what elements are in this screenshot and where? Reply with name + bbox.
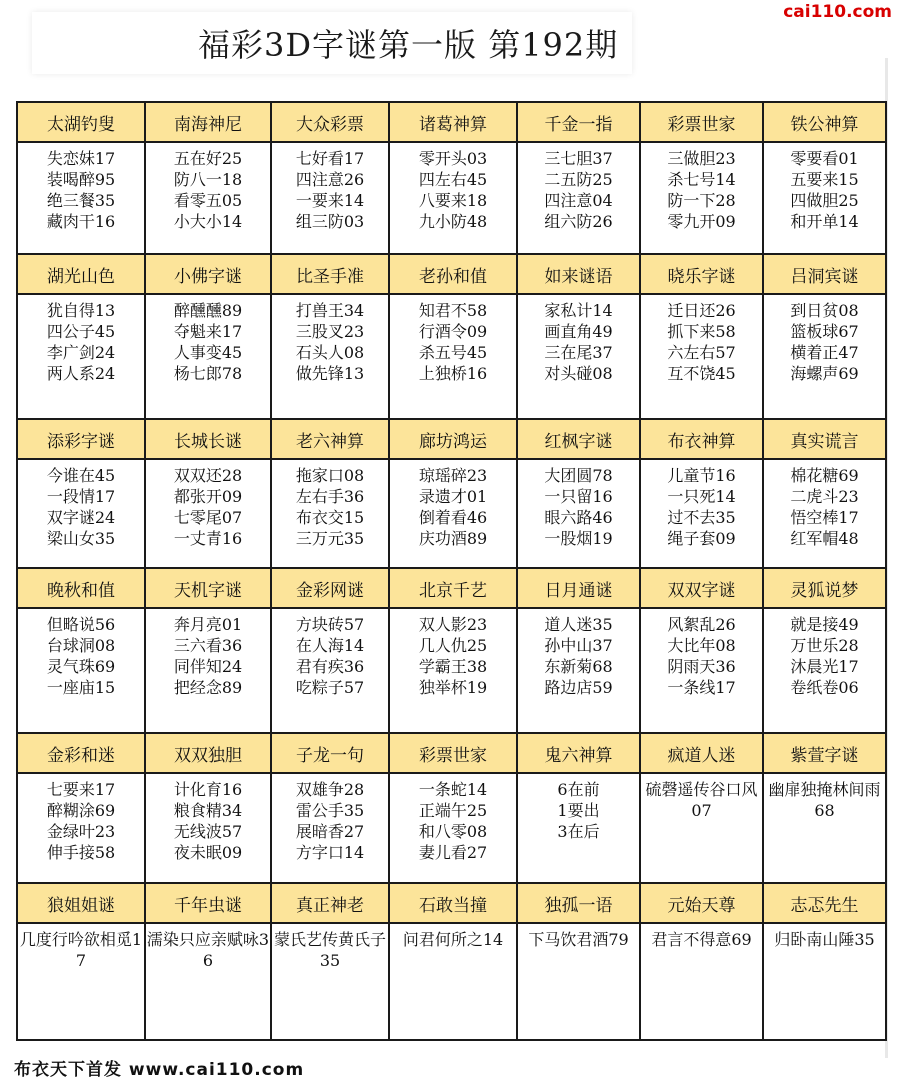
riddle-line: 迁日还26 xyxy=(667,301,736,320)
riddle-line: 小大小14 xyxy=(173,212,243,231)
riddle-line: 一段情17 xyxy=(46,487,116,506)
riddle-cell xyxy=(271,459,389,568)
riddle-line: 把经念89 xyxy=(173,678,243,697)
riddle-line: 杀五号45 xyxy=(418,343,488,362)
body-row xyxy=(17,294,886,419)
riddle-line: 万世乐28 xyxy=(790,636,859,655)
riddle-cell xyxy=(763,459,886,568)
column-header: 南海神尼 xyxy=(145,102,271,142)
riddle-cell xyxy=(17,459,145,568)
riddle-cell xyxy=(763,142,886,254)
riddle-line: 计化育16 xyxy=(173,780,243,799)
column-header: 狼姐姐谜 xyxy=(17,883,145,923)
riddle-line: 打兽王34 xyxy=(295,301,365,320)
header-row xyxy=(17,419,886,459)
riddle-table xyxy=(16,101,887,1041)
riddle-line: 三六看36 xyxy=(173,636,243,655)
column-header: 彩票世家 xyxy=(389,733,517,773)
site-logo[interactable]: cai110.com xyxy=(783,2,892,22)
riddle-line: 一只死14 xyxy=(667,487,736,506)
riddle-line: 问君何所之14 xyxy=(402,930,504,949)
column-header: 太湖钓叟 xyxy=(17,102,145,142)
riddle-line: 犹自得13 xyxy=(46,301,116,320)
riddle-line: 篮板球67 xyxy=(790,322,859,341)
riddle-cell xyxy=(145,294,271,419)
body-row xyxy=(17,459,886,568)
riddle-line: 沐晨光17 xyxy=(790,657,859,676)
riddle-cell xyxy=(763,773,886,883)
riddle-line: 左右手36 xyxy=(295,487,365,506)
riddle-line: 一条线17 xyxy=(667,678,736,697)
riddle-line: 拖家口08 xyxy=(295,466,365,485)
riddle-line: 四注意26 xyxy=(295,170,365,189)
riddle-line: 组三防03 xyxy=(295,212,365,231)
riddle-line: 就是接49 xyxy=(790,615,859,634)
riddle-line: 东新菊68 xyxy=(544,657,613,676)
riddle-line: 吃粽子57 xyxy=(295,678,365,697)
column-header: 添彩字谜 xyxy=(17,419,145,459)
riddle-line: 九小防48 xyxy=(418,212,488,231)
riddle-line: 一条蛇14 xyxy=(418,780,488,799)
riddle-line: 硫磬遥传谷口风07 xyxy=(645,780,758,820)
column-header: 金彩和迷 xyxy=(17,733,145,773)
riddle-line: 互不饶45 xyxy=(667,364,736,383)
column-header: 湖光山色 xyxy=(17,254,145,294)
riddle-cell xyxy=(517,773,640,883)
riddle-cell xyxy=(640,773,763,883)
riddle-line: 醉糊涂69 xyxy=(46,801,116,820)
riddle-line: 几人仇25 xyxy=(418,636,488,655)
riddle-cell xyxy=(517,142,640,254)
column-header: 元始天尊 xyxy=(640,883,763,923)
riddle-line: 独举杯19 xyxy=(418,678,488,697)
riddle-line: 君言不得意69 xyxy=(651,930,752,949)
header-row xyxy=(17,883,886,923)
riddle-line: 方块砖57 xyxy=(295,615,365,634)
column-header: 真正神老 xyxy=(271,883,389,923)
riddle-line: 四注意04 xyxy=(544,191,613,210)
riddle-line: 七好看17 xyxy=(295,149,365,168)
riddle-line: 行酒令09 xyxy=(418,322,488,341)
riddle-cell xyxy=(389,608,517,733)
riddle-line: 灵气珠69 xyxy=(46,657,116,676)
riddle-cell xyxy=(145,608,271,733)
body-row xyxy=(17,773,886,883)
riddle-line: 防一下28 xyxy=(667,191,736,210)
column-header: 晚秋和值 xyxy=(17,568,145,608)
riddle-line: 三股叉23 xyxy=(295,322,365,341)
riddle-line: 李广剑24 xyxy=(46,343,116,362)
column-header: 铁公神算 xyxy=(763,102,886,142)
header-row xyxy=(17,254,886,294)
riddle-line: 零开头03 xyxy=(418,149,488,168)
column-header: 独孤一语 xyxy=(517,883,640,923)
riddle-line: 6在前 xyxy=(557,780,600,799)
riddle-line: 七零尾07 xyxy=(173,508,243,527)
riddle-line: 装喝醉95 xyxy=(46,170,116,189)
riddle-line: 横着正47 xyxy=(790,343,859,362)
riddle-line: 风絮乱26 xyxy=(667,615,736,634)
riddle-line: 孙中山37 xyxy=(544,636,613,655)
riddle-cell xyxy=(517,608,640,733)
riddle-cell xyxy=(389,773,517,883)
riddle-cell xyxy=(763,608,886,733)
riddle-line: 台球洞08 xyxy=(46,636,116,655)
column-header: 吕洞宾谜 xyxy=(763,254,886,294)
riddle-line: 人事变45 xyxy=(173,343,243,362)
riddle-line: 四公子45 xyxy=(46,322,116,341)
riddle-line: 奔月亮01 xyxy=(173,615,243,634)
riddle-cell xyxy=(640,294,763,419)
column-header: 诸葛神算 xyxy=(389,102,517,142)
riddle-line: 零要看01 xyxy=(790,149,859,168)
riddle-line: 到日贫08 xyxy=(790,301,859,320)
riddle-line: 几度行吟欲相觅17 xyxy=(19,930,143,970)
column-header: 长城长谜 xyxy=(145,419,271,459)
riddle-line: 知君不58 xyxy=(418,301,488,320)
riddle-line: 正端午25 xyxy=(418,801,488,820)
riddle-line: 今谁在45 xyxy=(46,466,116,485)
riddle-line: 濡染只应亲赋咏36 xyxy=(146,930,270,970)
riddle-line: 无线波57 xyxy=(173,822,243,841)
riddle-cell xyxy=(763,923,886,1040)
riddle-line: 上独桥16 xyxy=(418,364,488,383)
column-header: 日月通谜 xyxy=(517,568,640,608)
column-header: 布衣神算 xyxy=(640,419,763,459)
column-header: 如来谜语 xyxy=(517,254,640,294)
riddle-line: 粮食精34 xyxy=(173,801,243,820)
riddle-line: 归卧南山陲35 xyxy=(774,930,875,949)
riddle-line: 1要出 xyxy=(557,801,600,820)
riddle-line: 3在后 xyxy=(557,822,600,841)
riddle-cell xyxy=(17,923,145,1040)
riddle-line: 双雄争28 xyxy=(295,780,365,799)
riddle-cell xyxy=(271,773,389,883)
riddle-line: 梁山女35 xyxy=(46,529,116,548)
riddle-line: 一座庙15 xyxy=(46,678,116,697)
riddle-line: 杀七号14 xyxy=(667,170,736,189)
header-row xyxy=(17,568,886,608)
riddle-line: 路边店59 xyxy=(544,678,613,697)
riddle-line: 二五防25 xyxy=(544,170,613,189)
riddle-line: 过不去35 xyxy=(667,508,736,527)
riddle-line: 雷公手35 xyxy=(295,801,365,820)
riddle-cell xyxy=(271,608,389,733)
riddle-cell xyxy=(517,294,640,419)
riddle-line: 三在尾37 xyxy=(544,343,613,362)
riddle-cell xyxy=(389,923,517,1040)
riddle-line: 眼六路46 xyxy=(544,508,613,527)
riddle-line: 一要来14 xyxy=(295,191,365,210)
riddle-line: 海螺声69 xyxy=(790,364,859,383)
riddle-line: 四左右45 xyxy=(418,170,488,189)
riddle-line: 组六防26 xyxy=(544,212,613,231)
column-header: 老孙和值 xyxy=(389,254,517,294)
column-header: 灵狐说梦 xyxy=(763,568,886,608)
riddle-line: 五要来15 xyxy=(790,170,859,189)
riddle-cell xyxy=(145,923,271,1040)
riddle-line: 棉花糖69 xyxy=(790,466,859,485)
riddle-line: 幽扉独掩林间雨68 xyxy=(768,780,881,820)
riddle-line: 三七胆37 xyxy=(544,149,613,168)
body-row xyxy=(17,142,886,254)
column-header: 千年虫谜 xyxy=(145,883,271,923)
riddle-cell xyxy=(640,142,763,254)
riddle-line: 都张开09 xyxy=(173,487,243,506)
riddle-cell xyxy=(517,923,640,1040)
riddle-line: 两人系24 xyxy=(46,364,116,383)
riddle-cell xyxy=(640,923,763,1040)
column-header: 子龙一句 xyxy=(271,733,389,773)
riddle-line: 君有疾36 xyxy=(295,657,365,676)
riddle-line: 同伴知24 xyxy=(173,657,243,676)
riddle-line: 布衣交15 xyxy=(295,508,365,527)
riddle-line: 和八零08 xyxy=(418,822,488,841)
riddle-line: 双双还28 xyxy=(173,466,243,485)
column-header: 彩票世家 xyxy=(640,102,763,142)
riddle-line: 夜未眠09 xyxy=(173,843,243,862)
riddle-line: 五在好25 xyxy=(173,149,243,168)
riddle-line: 阴雨天36 xyxy=(667,657,736,676)
column-header: 双双独胆 xyxy=(145,733,271,773)
riddle-line: 画直角49 xyxy=(544,322,613,341)
riddle-line: 悟空棒17 xyxy=(790,508,859,527)
riddle-line: 醉醺醺89 xyxy=(173,301,243,320)
header-row xyxy=(17,733,886,773)
riddle-line: 学霸王38 xyxy=(418,657,488,676)
riddle-line: 三做胆23 xyxy=(667,149,736,168)
riddle-cell xyxy=(271,923,389,1040)
riddle-line: 和开单14 xyxy=(790,212,859,231)
riddle-line: 双人影23 xyxy=(418,615,488,634)
riddle-cell xyxy=(17,773,145,883)
riddle-line: 倒着看46 xyxy=(418,508,488,527)
body-row xyxy=(17,608,886,733)
column-header: 天机字谜 xyxy=(145,568,271,608)
column-header: 志忑先生 xyxy=(763,883,886,923)
riddle-line: 伸手接58 xyxy=(46,843,116,862)
riddle-line: 展暗香27 xyxy=(295,822,365,841)
riddle-cell xyxy=(517,459,640,568)
riddle-line: 在人海14 xyxy=(295,636,365,655)
riddle-line: 卷纸卷06 xyxy=(790,678,859,697)
riddle-cell xyxy=(389,459,517,568)
column-header: 老六神算 xyxy=(271,419,389,459)
column-header: 大众彩票 xyxy=(271,102,389,142)
riddle-cell xyxy=(640,608,763,733)
riddle-line: 蒙氏艺传黄氏子35 xyxy=(273,930,386,970)
riddle-line: 家私计14 xyxy=(544,301,613,320)
column-header: 疯道人迷 xyxy=(640,733,763,773)
column-header: 双双字谜 xyxy=(640,568,763,608)
riddle-line: 但略说56 xyxy=(46,615,116,634)
column-header: 小佛字谜 xyxy=(145,254,271,294)
riddle-line: 石头人08 xyxy=(295,343,365,362)
footer-credit: 布衣天下首发 www.cai110.com xyxy=(14,1060,305,1080)
riddle-line: 八要来18 xyxy=(418,191,488,210)
riddle-line: 绳子套09 xyxy=(667,529,736,548)
header-row xyxy=(17,102,886,142)
column-header: 红枫字谜 xyxy=(517,419,640,459)
riddle-cell xyxy=(145,773,271,883)
riddle-line: 绝三餐35 xyxy=(46,191,116,210)
riddle-line: 一只留16 xyxy=(544,487,613,506)
riddle-line: 一丈青16 xyxy=(173,529,243,548)
column-header: 石敢当撞 xyxy=(389,883,517,923)
riddle-line: 抓下来58 xyxy=(667,322,736,341)
riddle-line: 妻儿看27 xyxy=(418,843,488,862)
riddle-line: 道人迷35 xyxy=(544,615,613,634)
riddle-line: 下马饮君酒79 xyxy=(528,930,629,949)
riddle-cell xyxy=(271,142,389,254)
column-header: 金彩网谜 xyxy=(271,568,389,608)
riddle-line: 大团圆78 xyxy=(544,466,613,485)
riddle-line: 杨七郎78 xyxy=(173,364,243,383)
column-header: 鬼六神算 xyxy=(517,733,640,773)
riddle-line: 失恋妹17 xyxy=(46,149,116,168)
riddle-cell xyxy=(17,608,145,733)
riddle-line: 对头碰08 xyxy=(544,364,613,383)
riddle-line: 二虎斗23 xyxy=(790,487,859,506)
riddle-cell xyxy=(17,294,145,419)
riddle-cell xyxy=(145,142,271,254)
riddle-line: 方字口14 xyxy=(295,843,365,862)
riddle-line: 夺魁来17 xyxy=(173,322,243,341)
riddle-line: 金绿叶23 xyxy=(46,822,116,841)
riddle-line: 一股烟19 xyxy=(544,529,613,548)
column-header: 北京千艺 xyxy=(389,568,517,608)
riddle-cell xyxy=(271,294,389,419)
riddle-line: 做先锋13 xyxy=(295,364,365,383)
column-header: 比圣手准 xyxy=(271,254,389,294)
riddle-line: 六左右57 xyxy=(667,343,736,362)
column-header: 千金一指 xyxy=(517,102,640,142)
riddle-cell xyxy=(389,294,517,419)
riddle-line: 看零五05 xyxy=(173,191,243,210)
riddle-line: 三万元35 xyxy=(295,529,365,548)
column-header: 廊坊鸿运 xyxy=(389,419,517,459)
riddle-cell xyxy=(145,459,271,568)
body-row xyxy=(17,923,886,1040)
riddle-cell xyxy=(17,142,145,254)
riddle-line: 防八一18 xyxy=(173,170,243,189)
riddle-line: 零九开09 xyxy=(667,212,736,231)
column-header: 真实谎言 xyxy=(763,419,886,459)
riddle-line: 琼瑶碎23 xyxy=(418,466,488,485)
riddle-line: 大比年08 xyxy=(667,636,736,655)
riddle-cell xyxy=(389,142,517,254)
riddle-line: 四做胆25 xyxy=(790,191,859,210)
riddle-line: 红军帽48 xyxy=(790,529,859,548)
riddle-cell xyxy=(640,459,763,568)
column-header: 晓乐字谜 xyxy=(640,254,763,294)
riddle-line: 七要来17 xyxy=(46,780,116,799)
riddle-line: 藏肉干16 xyxy=(46,212,116,231)
riddle-line: 庆功酒89 xyxy=(418,529,488,548)
page-title: 福彩3D字谜第一版 第192期 xyxy=(198,26,619,64)
riddle-cell xyxy=(763,294,886,419)
riddle-line: 录遗才01 xyxy=(418,487,488,506)
riddle-line: 儿童节16 xyxy=(667,466,736,485)
column-header: 紫萱字谜 xyxy=(763,733,886,773)
riddle-line: 双字谜24 xyxy=(46,508,116,527)
